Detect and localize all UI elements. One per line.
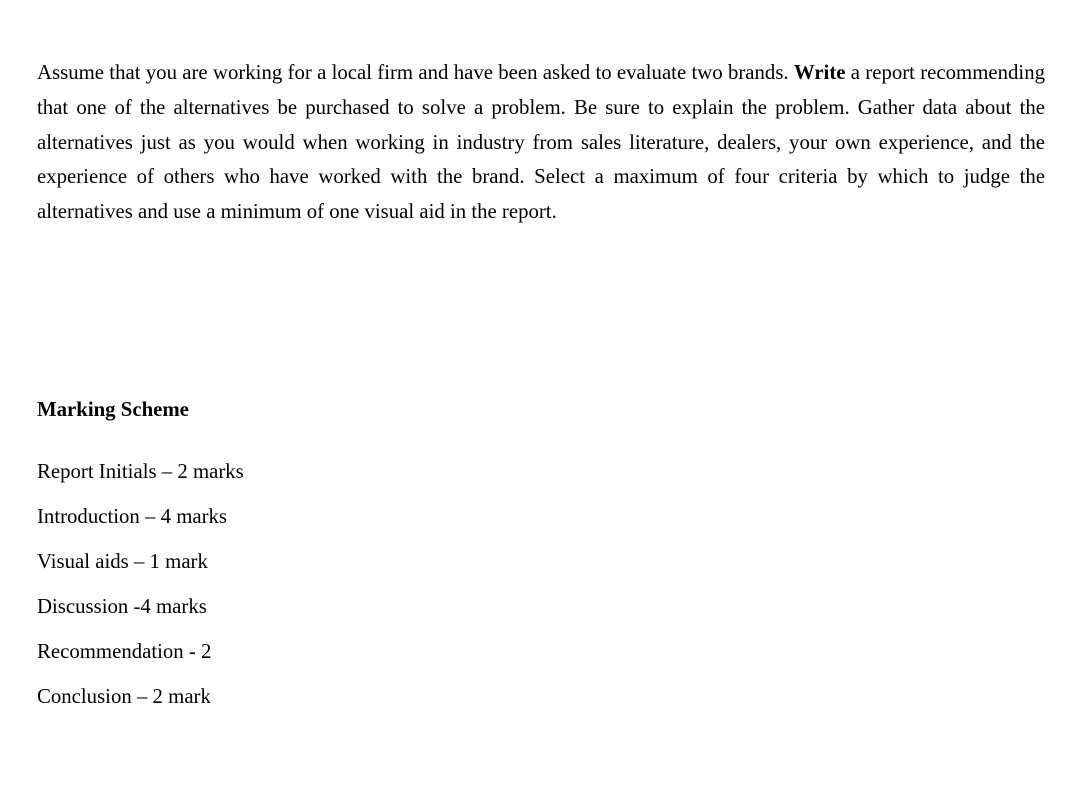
marking-scheme-item: Recommendation - 2: [37, 640, 212, 663]
marking-scheme-item: Introduction – 4 marks: [37, 505, 228, 528]
assignment-text-rest: a report recommending that one of the alternatives be purchased to solve a problem. Be sure to explain the problem. Gather data about the alternatives just as you would when working in industry from sales literature, dealers, your own experience, and the experience of others who have worked with the brand. Select a maximum of four criteria by which to judge the alternatives and use a minimum of one visual aid in the report.: [37, 61, 1045, 224]
marking-scheme-list: [37, 459, 244, 729]
document-page: [37, 56, 1045, 708]
marking-scheme-item: Visual aids – 1 mark: [37, 550, 208, 573]
marking-scheme-heading: Marking Scheme: [37, 398, 189, 421]
assignment-paragraph: [37, 56, 1045, 230]
marking-scheme-item: Conclusion – 2 mark: [37, 685, 211, 708]
marking-scheme-item: Discussion -4 marks: [37, 595, 207, 618]
assignment-text-start: Assume that you are working for a local firm and have been asked to evaluate two brands.: [37, 61, 794, 84]
marking-scheme-item: Report Initials – 2 marks: [37, 460, 244, 483]
assignment-bold-word: Write: [793, 61, 846, 84]
